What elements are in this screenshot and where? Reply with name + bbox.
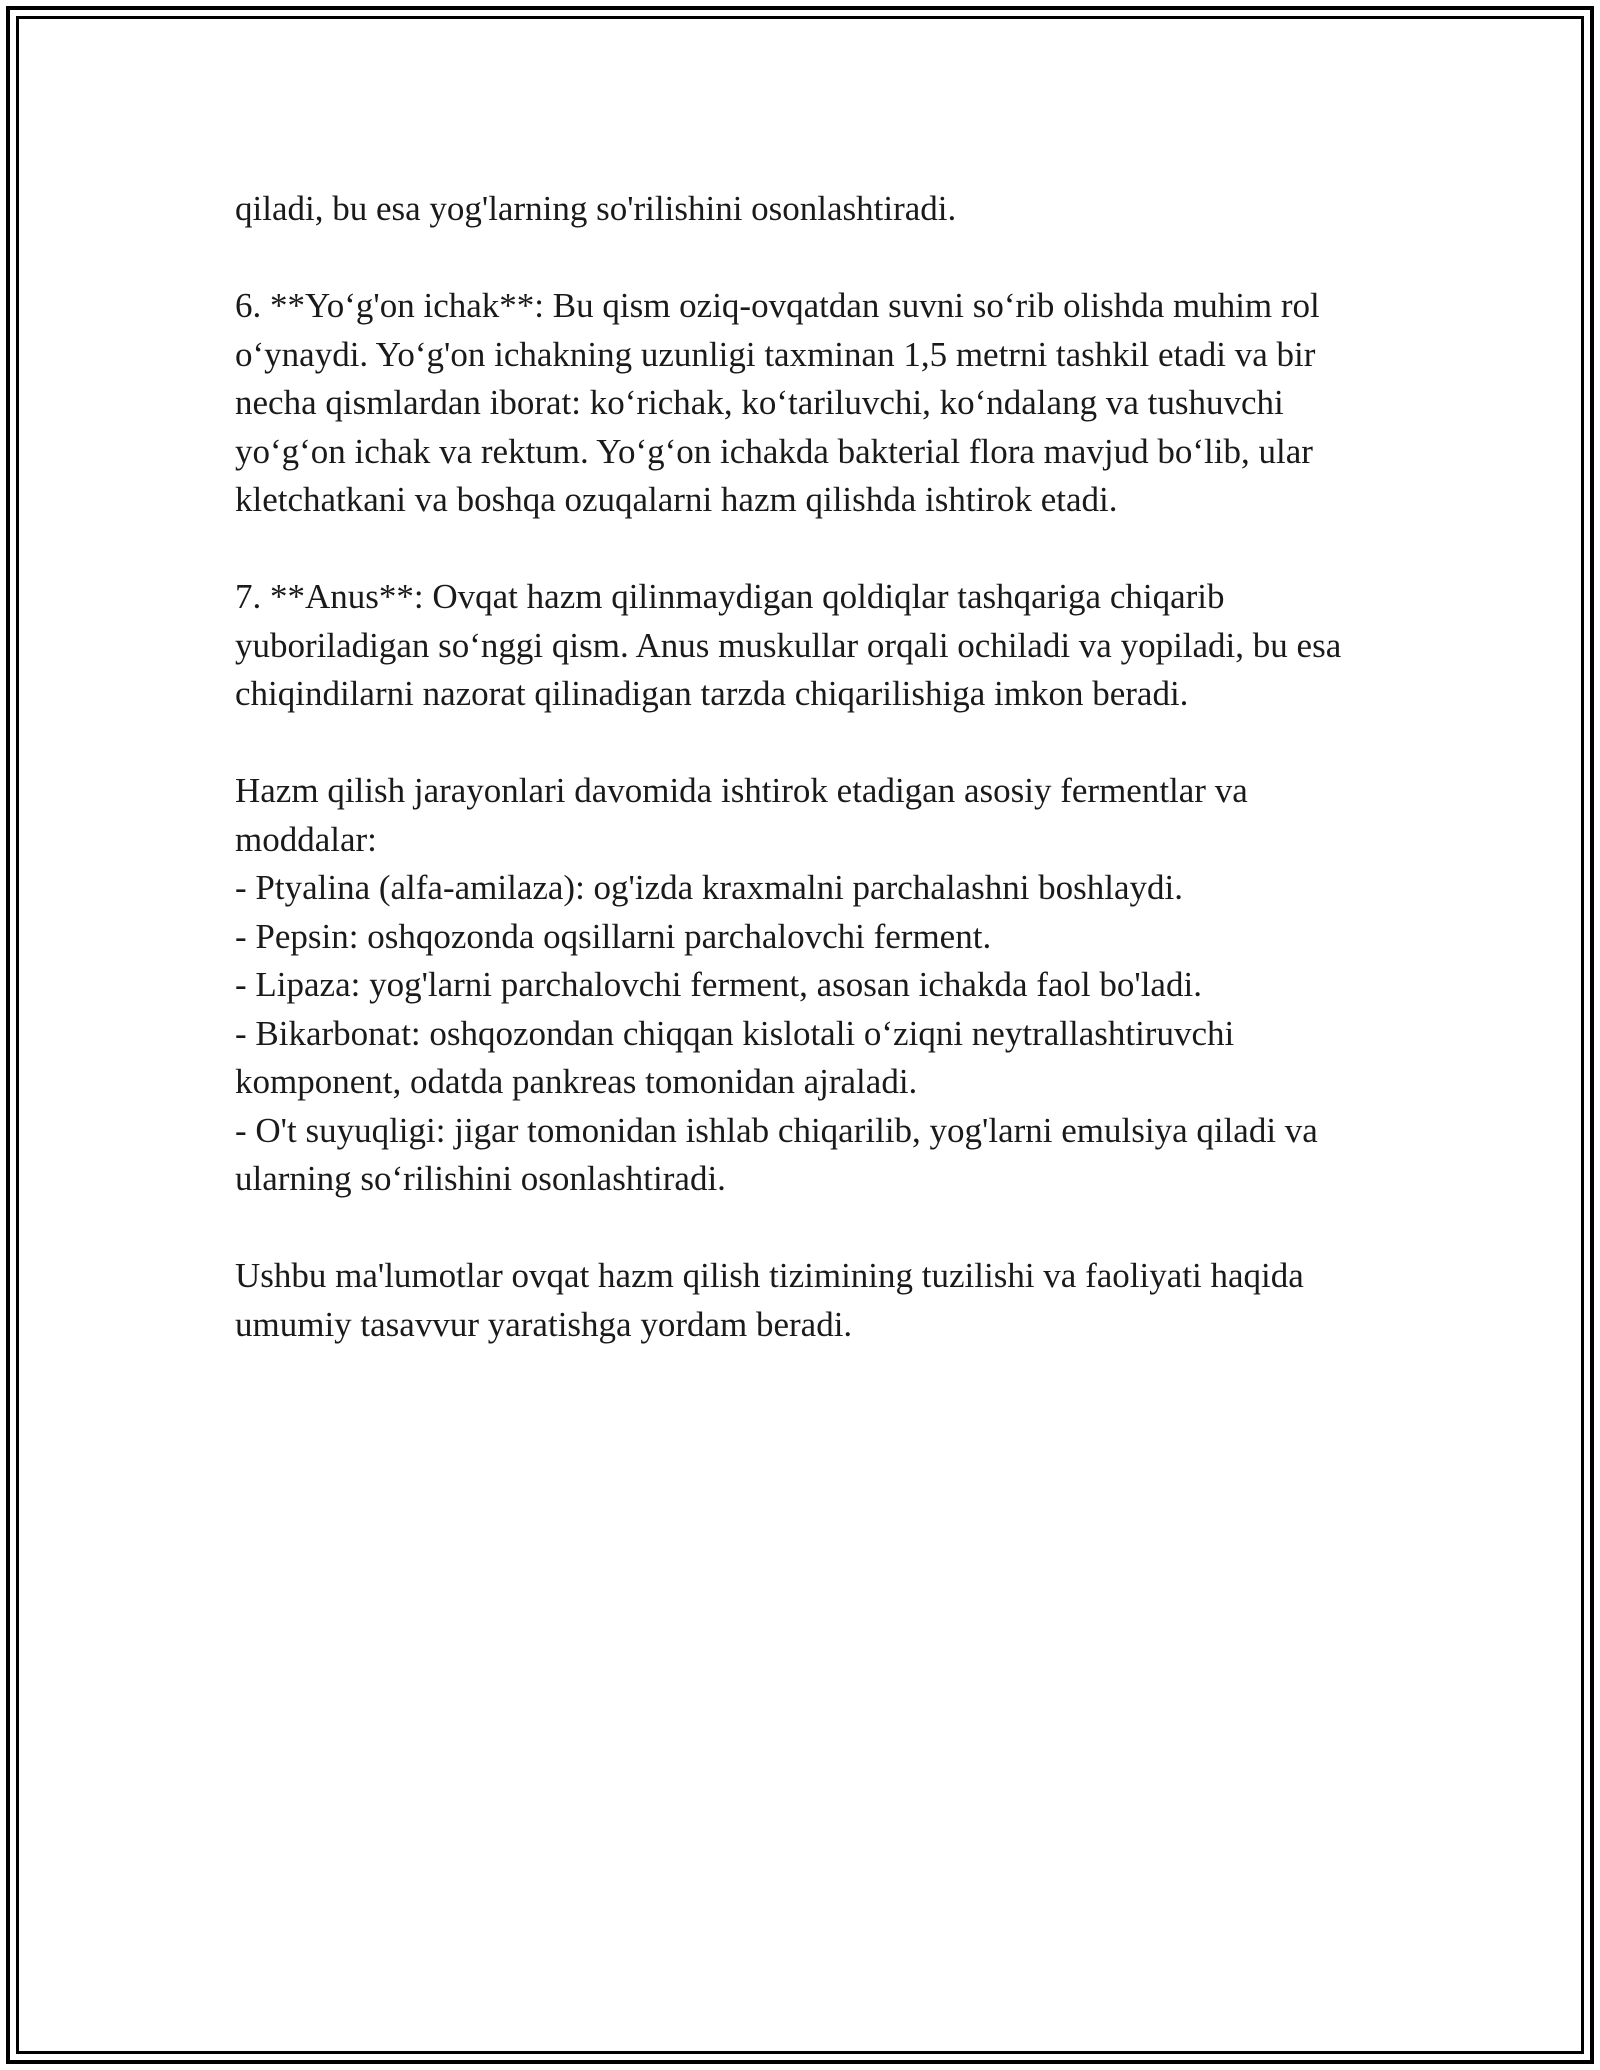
document-body (235, 185, 1370, 1349)
paragraph-large-intestine: 6. **Yo‘g'on ichak**: Bu qism oziq-ovqatdan suvni so‘rib olishda muhim rol o‘ynaydi. Yo‘g'on ichakning uzunligi taxminan 1,5 metrni tashkil etadi va bir necha qismlardan iborat: ko‘richak, ko‘tariluvchi, ko‘ndalang va tushuvchi yo‘g‘on ichak va rektum. Yo‘g‘on ichakda bakterial flora mavjud bo‘lib, ular kletchatkani va boshqa ozuqalarni hazm qilishda ishtirok etadi. (235, 286, 1320, 519)
list-item: - O't suyuqligi: jigar tomonidan ishlab chiqarilib, yog'larni emulsiya qiladi va ularning so‘rilishini osonlashtiradi. (235, 1110, 1318, 1198)
list-item: - Ptyalina (alfa-amilaza): og'izda kraxmalni parchalashni boshlaydi. (235, 868, 1184, 907)
list-item: - Lipaza: yog'larni parchalovchi ferment, asosan ichakda faol bo'ladi. (235, 965, 1202, 1004)
paragraph-anus: 7. **Anus**: Ovqat hazm qilinmaydigan qoldiqlar tashqariga chiqarib yuboriladigan so‘nggi qism. Anus muskullar orqali ochiladi va yopiladi, bu esa chiqindilarni nazorat qilinadigan tarzda chiqarilishiga imkon beradi. (235, 577, 1342, 713)
list-item: - Pepsin: oshqozonda oqsillarni parchalovchi ferment. (235, 916, 992, 956)
paragraph-continuation: qiladi, bu esa yog'larning so'rilishini osonlashtiradi. (235, 189, 957, 228)
paragraph-enzymes-intro: Hazm qilish jarayonlari davomida ishtirok etadigan asosiy fermentlar va moddalar: (235, 771, 1248, 859)
paragraph-closing: Ushbu ma'lumotlar ovqat hazm qilish tizimining tuzilishi va faoliyati haqida umumiy tasavvur yaratishga yordam beradi. (235, 1256, 1304, 1344)
list-item: - Bikarbonat: oshqozondan chiqqan kislotali o‘ziqni neytrallashtiruvchi komponent, odatda pankreas tomonidan ajraladi. (235, 1013, 1235, 1101)
enzyme-list (235, 864, 1370, 1204)
